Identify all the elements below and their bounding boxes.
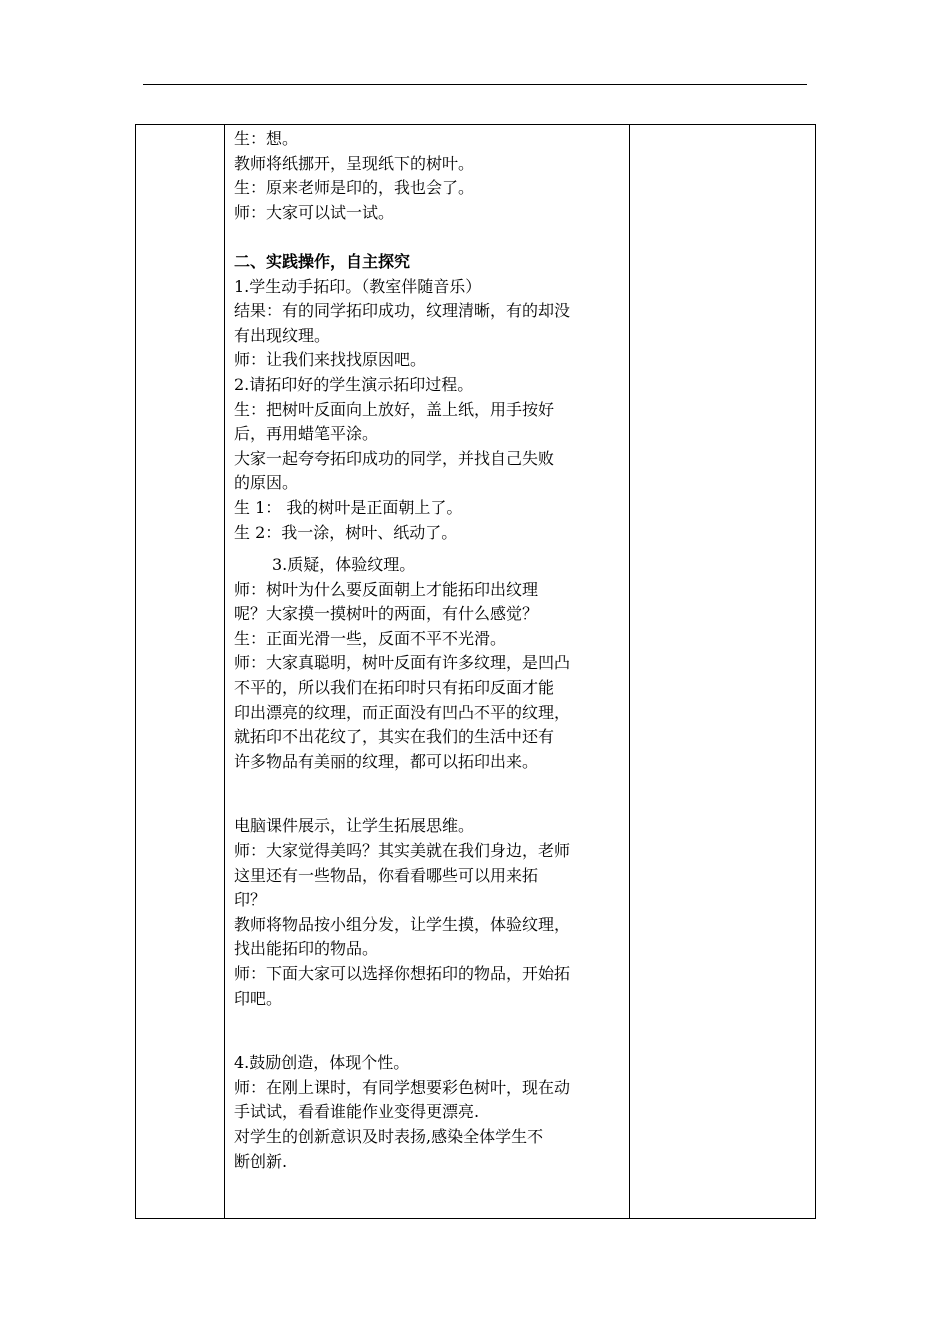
section-heading: 二、实践操作，自主探究 <box>234 251 411 271</box>
spacer <box>234 1011 626 1051</box>
lesson-table <box>135 124 816 1219</box>
text-line: 师：大家觉得美吗？其实美就在我们身边，老师 <box>234 841 571 861</box>
text-line: 呢？大家摸一摸树叶的两面，有什么感觉？ <box>234 604 539 624</box>
text-line: 生：正面光滑一些，反面不平不光滑。 <box>234 628 507 648</box>
text-line: 师：让我们来找找原因吧。 <box>234 350 427 370</box>
text-line: 电脑课件展示，让学生拓展思维。 <box>234 816 475 836</box>
text-line: 结果：有的同学拓印成功，纹理清晰，有的却没 <box>234 301 571 321</box>
text-line: 生 1： 我的树叶是正面朝上了。 <box>234 497 463 517</box>
spacer <box>234 545 626 553</box>
lesson-content-cell <box>234 127 626 1174</box>
text-line: 教师将物品按小组分发，让学生摸，体验纹理， <box>234 914 571 934</box>
text-line: 对学生的创新意识及时表扬,感染全体学生不 <box>234 1126 544 1146</box>
text-line: 生：想。 <box>234 129 299 148</box>
text-line: 师：树叶为什么要反面朝上才能拓印出纹理 <box>234 579 539 599</box>
spacer <box>234 225 626 250</box>
text-line: 不平的，所以我们在拓印时只有拓印反面才能 <box>234 678 555 698</box>
text-line: 大家一起夸夸拓印成功的同学，并找自己失败 <box>234 448 555 468</box>
left-column-cell <box>136 125 224 1218</box>
text-line: 许多物品有美丽的纹理，都可以拓印出来。 <box>234 751 539 771</box>
right-column-cell <box>630 125 815 1218</box>
dialogue-block-e <box>234 1051 626 1174</box>
text-line: 2.请拓印好的学生演示拓印过程。 <box>234 374 474 394</box>
column-divider-left <box>224 125 225 1218</box>
text-line: 1.学生动手拓印。（教室伴随音乐） <box>234 276 482 296</box>
dialogue-block-c <box>234 578 626 775</box>
spacer <box>234 774 626 814</box>
text-line: 师：大家真聪明，树叶反面有许多纹理，是凹凸 <box>234 653 571 673</box>
text-line: 师：下面大家可以选择你想拓印的物品，开始拓 <box>234 964 571 983</box>
text-line: 手试试，看看谁能作业变得更漂亮. <box>234 1102 480 1122</box>
text-line: 印？ <box>234 890 267 910</box>
text-line: 生：原来老师是印的，我也会了。 <box>234 178 475 198</box>
text-line: 断创新. <box>234 1151 288 1171</box>
dialogue-block-b <box>234 275 626 546</box>
text-line: 师：大家可以试一试。 <box>234 202 395 222</box>
text-line: 4.鼓励创造，体现个性。 <box>234 1053 410 1073</box>
dialogue-block-d <box>234 814 626 1011</box>
text-line: 这里还有一些物品，你看看哪些可以用来拓 <box>234 865 539 885</box>
step3-heading: 3.质疑，体验纹理。 <box>272 555 416 575</box>
text-line: 的原因。 <box>234 473 299 493</box>
text-line: 生：把树叶反面向上放好，盖上纸，用手按好 <box>234 399 555 419</box>
text-line: 师：在刚上课时，有同学想要彩色树叶，现在动 <box>234 1077 571 1097</box>
text-line: 有出现纹理。 <box>234 325 331 345</box>
text-line: 找出能拓印的物品。 <box>234 939 379 959</box>
text-line: 后，再用蜡笔平涂。 <box>234 424 379 444</box>
text-line: 印吧。 <box>234 988 283 1008</box>
text-line: 就拓印不出花纹了，其实在我们的生活中还有 <box>234 727 555 747</box>
text-line: 印出漂亮的纹理，而正面没有凹凸不平的纹理， <box>234 702 571 722</box>
text-line: 生 2：我一涂，树叶、纸动了。 <box>234 522 458 542</box>
text-line: 教师将纸挪开，呈现纸下的树叶。 <box>234 153 475 173</box>
dialogue-block-a <box>234 127 626 225</box>
header-rule <box>143 84 807 85</box>
